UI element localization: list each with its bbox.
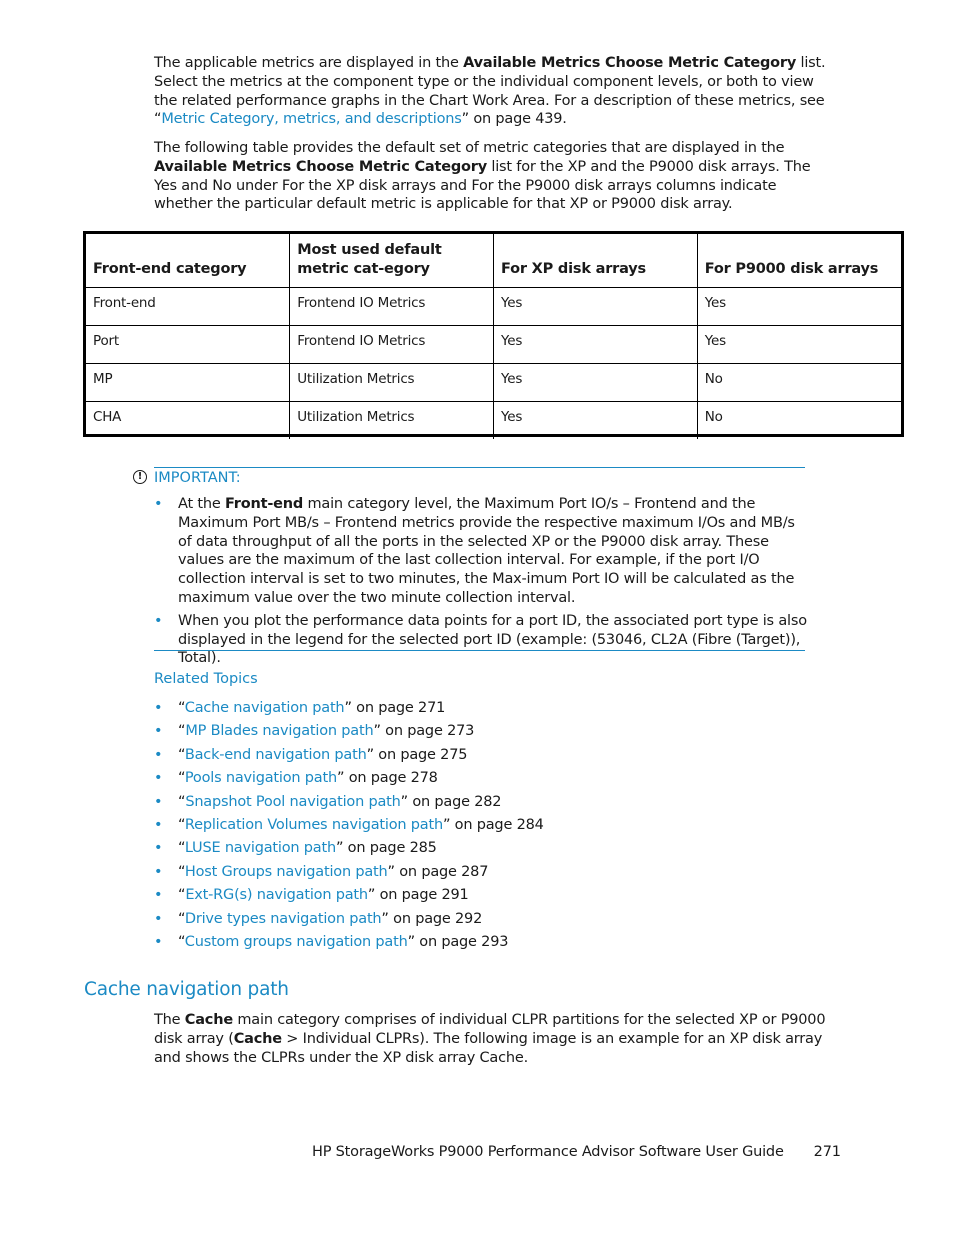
quote: “ bbox=[178, 793, 186, 810]
intro-paragraph-2 bbox=[154, 139, 834, 214]
important-text: main category level, the Maximum Port IO/s – Frontend and the Maximum Port MB/s – Frontend metrics provide the respective maximum I/Os and MB/s of data throughput of all the ports in the selected XP or the P9000 disk array. These values are the maximum of the last collection interval. For example, if the port I/O collection interval is set to two minutes, the Max-imum Port IO will be calculated as the maximum value over the two minute collection interval. bbox=[178, 496, 795, 606]
ui-term: Front-end bbox=[224, 496, 304, 512]
metric-category-table bbox=[83, 231, 904, 437]
intro-text: list for the XP and the P9000 disk arrays. The Yes and No under For the XP disk arrays and For the P9000 disk arrays columns indicate whether the particular default metric is applicable for that XP or P9000 disk array. bbox=[154, 158, 811, 213]
related-link-back-end[interactable]: Back-end navigation path bbox=[184, 746, 367, 763]
list-item bbox=[154, 495, 810, 608]
table-cell: MP bbox=[86, 364, 290, 402]
metric-category-link[interactable]: Metric Category, metrics, and descriptions bbox=[161, 111, 462, 128]
quote: “ bbox=[178, 910, 185, 927]
related-topics-list bbox=[154, 699, 754, 956]
section-text: > Individual CLPRs). The following image is an example for an XP disk array and shows the CLPRs under the XP disk array Cache. bbox=[154, 1030, 823, 1066]
table-cell: Yes bbox=[697, 326, 901, 364]
table-cell: No bbox=[697, 402, 901, 440]
quote: “ bbox=[178, 746, 185, 763]
quote: “ bbox=[178, 840, 185, 857]
table-row bbox=[86, 288, 901, 326]
section-paragraph bbox=[154, 1011, 834, 1067]
quote: “ bbox=[178, 723, 186, 740]
related-link-replication-volumes[interactable]: Replication Volumes navigation path bbox=[184, 816, 443, 833]
section-text: The bbox=[154, 1012, 185, 1028]
page-ref: ” on page 271 bbox=[344, 700, 446, 716]
header-p9000-disk-arrays: For P9000 disk arrays bbox=[697, 234, 901, 288]
ui-term: Available Metrics Choose Metric Category bbox=[154, 158, 487, 175]
table-cell: Utilization Metrics bbox=[290, 364, 494, 402]
intro-text: list. Select the metrics at the component type or the individual component levels, or both to view the related performance graphs in the Chart Work Area. For a description of these metrics, see “ bbox=[154, 55, 826, 128]
section-heading: Cache navigation path bbox=[84, 979, 289, 1000]
table-cell: Yes bbox=[494, 326, 698, 364]
related-link-host-groups[interactable]: Host Groups navigation path bbox=[184, 863, 388, 880]
intro-text: ” on page 439. bbox=[461, 111, 567, 128]
related-link-drive-types[interactable]: Drive types navigation path bbox=[184, 910, 382, 927]
page-ref: ” on page 282 bbox=[400, 793, 502, 810]
list-item bbox=[154, 886, 754, 909]
header-default-metric-category: Most used default metric cat-egory bbox=[290, 234, 494, 288]
page-ref: ” on page 287 bbox=[387, 863, 489, 880]
list-item bbox=[154, 910, 754, 933]
related-link-luse[interactable]: LUSE navigation path bbox=[184, 840, 336, 857]
list-item: • When you plot the performance data points for a port ID, the associated port type is also displayed in the legend for the selected port ID (example: (53046, CL2A (Fibre (Target)), Total). bbox=[154, 612, 810, 668]
section-text: main category comprises of individual CLPR partitions for the selected XP or P9000 disk array ( bbox=[154, 1012, 826, 1047]
page-ref: ” on page 285 bbox=[335, 840, 437, 857]
important-text: At the bbox=[178, 496, 225, 512]
intro-paragraph-1 bbox=[154, 54, 834, 129]
page-ref: ” on page 273 bbox=[373, 723, 475, 740]
table-cell: Frontend IO Metrics bbox=[290, 288, 494, 326]
list-item bbox=[154, 933, 754, 956]
quote: “ bbox=[178, 816, 185, 833]
page-ref: ” on page 284 bbox=[442, 816, 544, 833]
table-cell: Yes bbox=[697, 288, 901, 326]
important-icon: ! bbox=[133, 470, 147, 484]
quote: “ bbox=[178, 863, 185, 880]
page-ref: ” on page 292 bbox=[381, 910, 483, 927]
related-link-custom-groups[interactable]: Custom groups navigation path bbox=[184, 933, 408, 950]
table-cell: Yes bbox=[494, 364, 698, 402]
list-item bbox=[154, 722, 754, 745]
important-bottom-rule bbox=[154, 650, 805, 651]
intro-text: The following table provides the default set of metric categories that are displayed in the bbox=[154, 140, 785, 156]
table-row bbox=[86, 402, 901, 440]
table-cell: Utilization Metrics bbox=[290, 402, 494, 440]
quote: “ bbox=[178, 933, 185, 950]
page-ref: ” on page 278 bbox=[336, 770, 438, 787]
related-link-pools[interactable]: Pools navigation path bbox=[184, 770, 337, 787]
footer-title: HP StorageWorks P9000 Performance Advisor Software User Guide bbox=[312, 1144, 784, 1160]
page-footer bbox=[312, 1144, 841, 1160]
quote: “ bbox=[178, 770, 185, 787]
table-cell: Yes bbox=[494, 288, 698, 326]
page-ref: ” on page 293 bbox=[407, 933, 509, 950]
table-header-row bbox=[86, 234, 901, 288]
related-link-snapshot-pool[interactable]: Snapshot Pool navigation path bbox=[185, 793, 401, 810]
table-cell: CHA bbox=[86, 402, 290, 440]
page-ref: ” on page 291 bbox=[367, 887, 469, 904]
table-row bbox=[86, 364, 901, 402]
quote: “ bbox=[178, 887, 186, 904]
intro-text: The applicable metrics are displayed in the bbox=[154, 55, 464, 71]
list-item bbox=[154, 746, 754, 769]
important-label: IMPORTANT: bbox=[154, 470, 241, 486]
table-cell: Frontend IO Metrics bbox=[290, 326, 494, 364]
ui-term: Cache bbox=[233, 1030, 282, 1047]
important-list bbox=[154, 495, 810, 672]
header-xp-disk-arrays: For XP disk arrays bbox=[494, 234, 698, 288]
header-front-end-category: Front-end category bbox=[86, 234, 290, 288]
table-cell: Yes bbox=[494, 402, 698, 440]
related-link-mp-blades[interactable]: MP Blades navigation path bbox=[185, 723, 374, 740]
list-item bbox=[154, 699, 754, 722]
table-cell: No bbox=[697, 364, 901, 402]
list-item bbox=[154, 816, 754, 839]
ui-term: Available Metrics Choose Metric Category bbox=[463, 55, 797, 71]
list-item bbox=[154, 863, 754, 886]
related-link-ext-rg[interactable]: Ext-RG(s) navigation path bbox=[185, 887, 368, 904]
list-item bbox=[154, 793, 754, 816]
list-item bbox=[154, 839, 754, 862]
table-cell: Port bbox=[86, 326, 290, 364]
quote: “ bbox=[178, 700, 185, 716]
list-item bbox=[154, 769, 754, 792]
table-row bbox=[86, 326, 901, 364]
page-ref: ” on page 275 bbox=[366, 746, 468, 763]
important-top-rule bbox=[154, 467, 805, 468]
related-link-cache[interactable]: Cache navigation path bbox=[184, 700, 345, 716]
page-number: 271 bbox=[813, 1144, 841, 1160]
ui-term: Cache bbox=[184, 1012, 233, 1028]
table-cell: Front-end bbox=[86, 288, 290, 326]
related-topics-title: Related Topics bbox=[154, 671, 258, 687]
